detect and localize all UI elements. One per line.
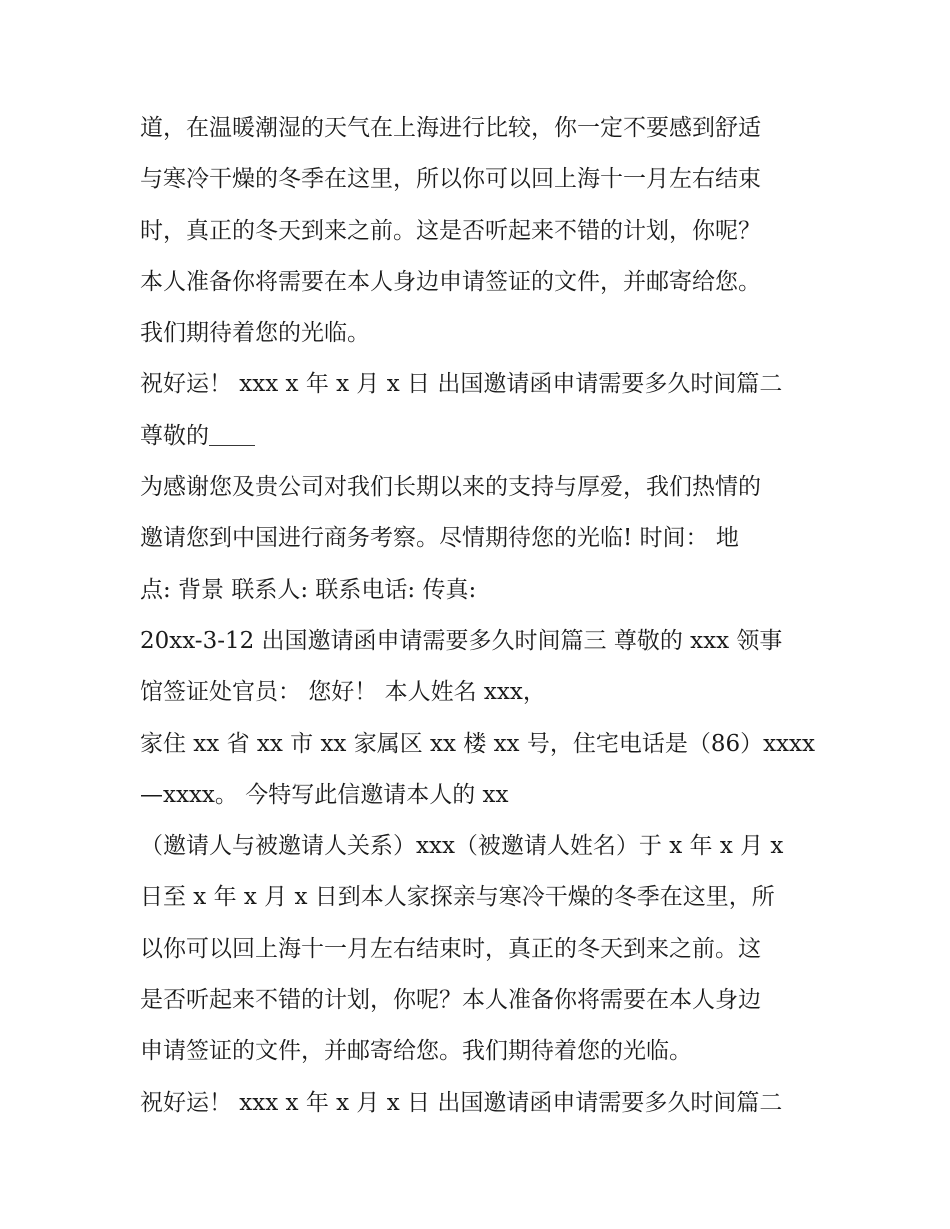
text-line-20: 祝好运！ xxx x 年 x 月 x 日 出国邀请函申请需要多久时间篇二 <box>140 1089 783 1116</box>
text-line-19: 申请签证的文件，并邮寄给您。我们期待着您的光临。 <box>140 1038 692 1065</box>
text-line-16: 日至 x 年 x 月 x 日到本人家探亲与寒冷干燥的冬季在这里，所 <box>140 884 775 911</box>
text-line-13: 家住 xx 省 xx 市 xx 家属区 xx 楼 xx 号，住宅电话是（86）xxxx <box>140 730 815 757</box>
text-line-2: 与寒冷干燥的冬季在这里，所以你可以回上海十一月左右结束 <box>140 166 761 193</box>
text-line-7: 尊敬的＿＿ <box>140 422 255 449</box>
text-line-11: 20xx-3-12 出国邀请函申请需要多久时间篇三 尊敬的 xxx 领事 <box>140 627 783 654</box>
text-line-12: 馆签证处官员： 您好！ 本人姓名 xxx， <box>140 679 546 706</box>
text-line-14: —xxxx。 今特写此信邀请本人的 xx <box>140 781 509 808</box>
text-line-5: 我们期待着您的光临。 <box>140 320 370 347</box>
text-line-9: 邀请您到中国进行商务考察。尽情期待您的光临! 时间： 地 <box>140 525 739 552</box>
text-line-15: （邀请人与被邀请人关系）xxx（被邀请人姓名）于 x 年 x 月 x <box>140 833 784 860</box>
text-line-4: 本人准备你将需要在本人身边申请签证的文件，并邮寄给您。 <box>140 268 761 295</box>
text-line-3: 时，真正的冬天到来之前。这是否听起来不错的计划，你呢？ <box>140 217 761 244</box>
text-line-1: 道，在温暖潮湿的天气在上海进行比较，你一定不要感到舒适 <box>140 115 761 141</box>
document-body <box>140 103 820 1129</box>
text-line-18: 是否听起来不错的计划，你呢？本人准备你将需要在本人身边 <box>140 987 761 1014</box>
text-line-10: 点: 背景 联系人: 联系电话: 传真: <box>140 576 477 603</box>
text-line-8: 为感谢您及贵公司对我们长期以来的支持与厚爱，我们热情的 <box>140 474 761 501</box>
text-line-6: 祝好运！ xxx x 年 x 月 x 日 出国邀请函申请需要多久时间篇二 <box>140 371 783 398</box>
text-line-17: 以你可以回上海十一月左右结束时，真正的冬天到来之前。这 <box>140 935 761 962</box>
